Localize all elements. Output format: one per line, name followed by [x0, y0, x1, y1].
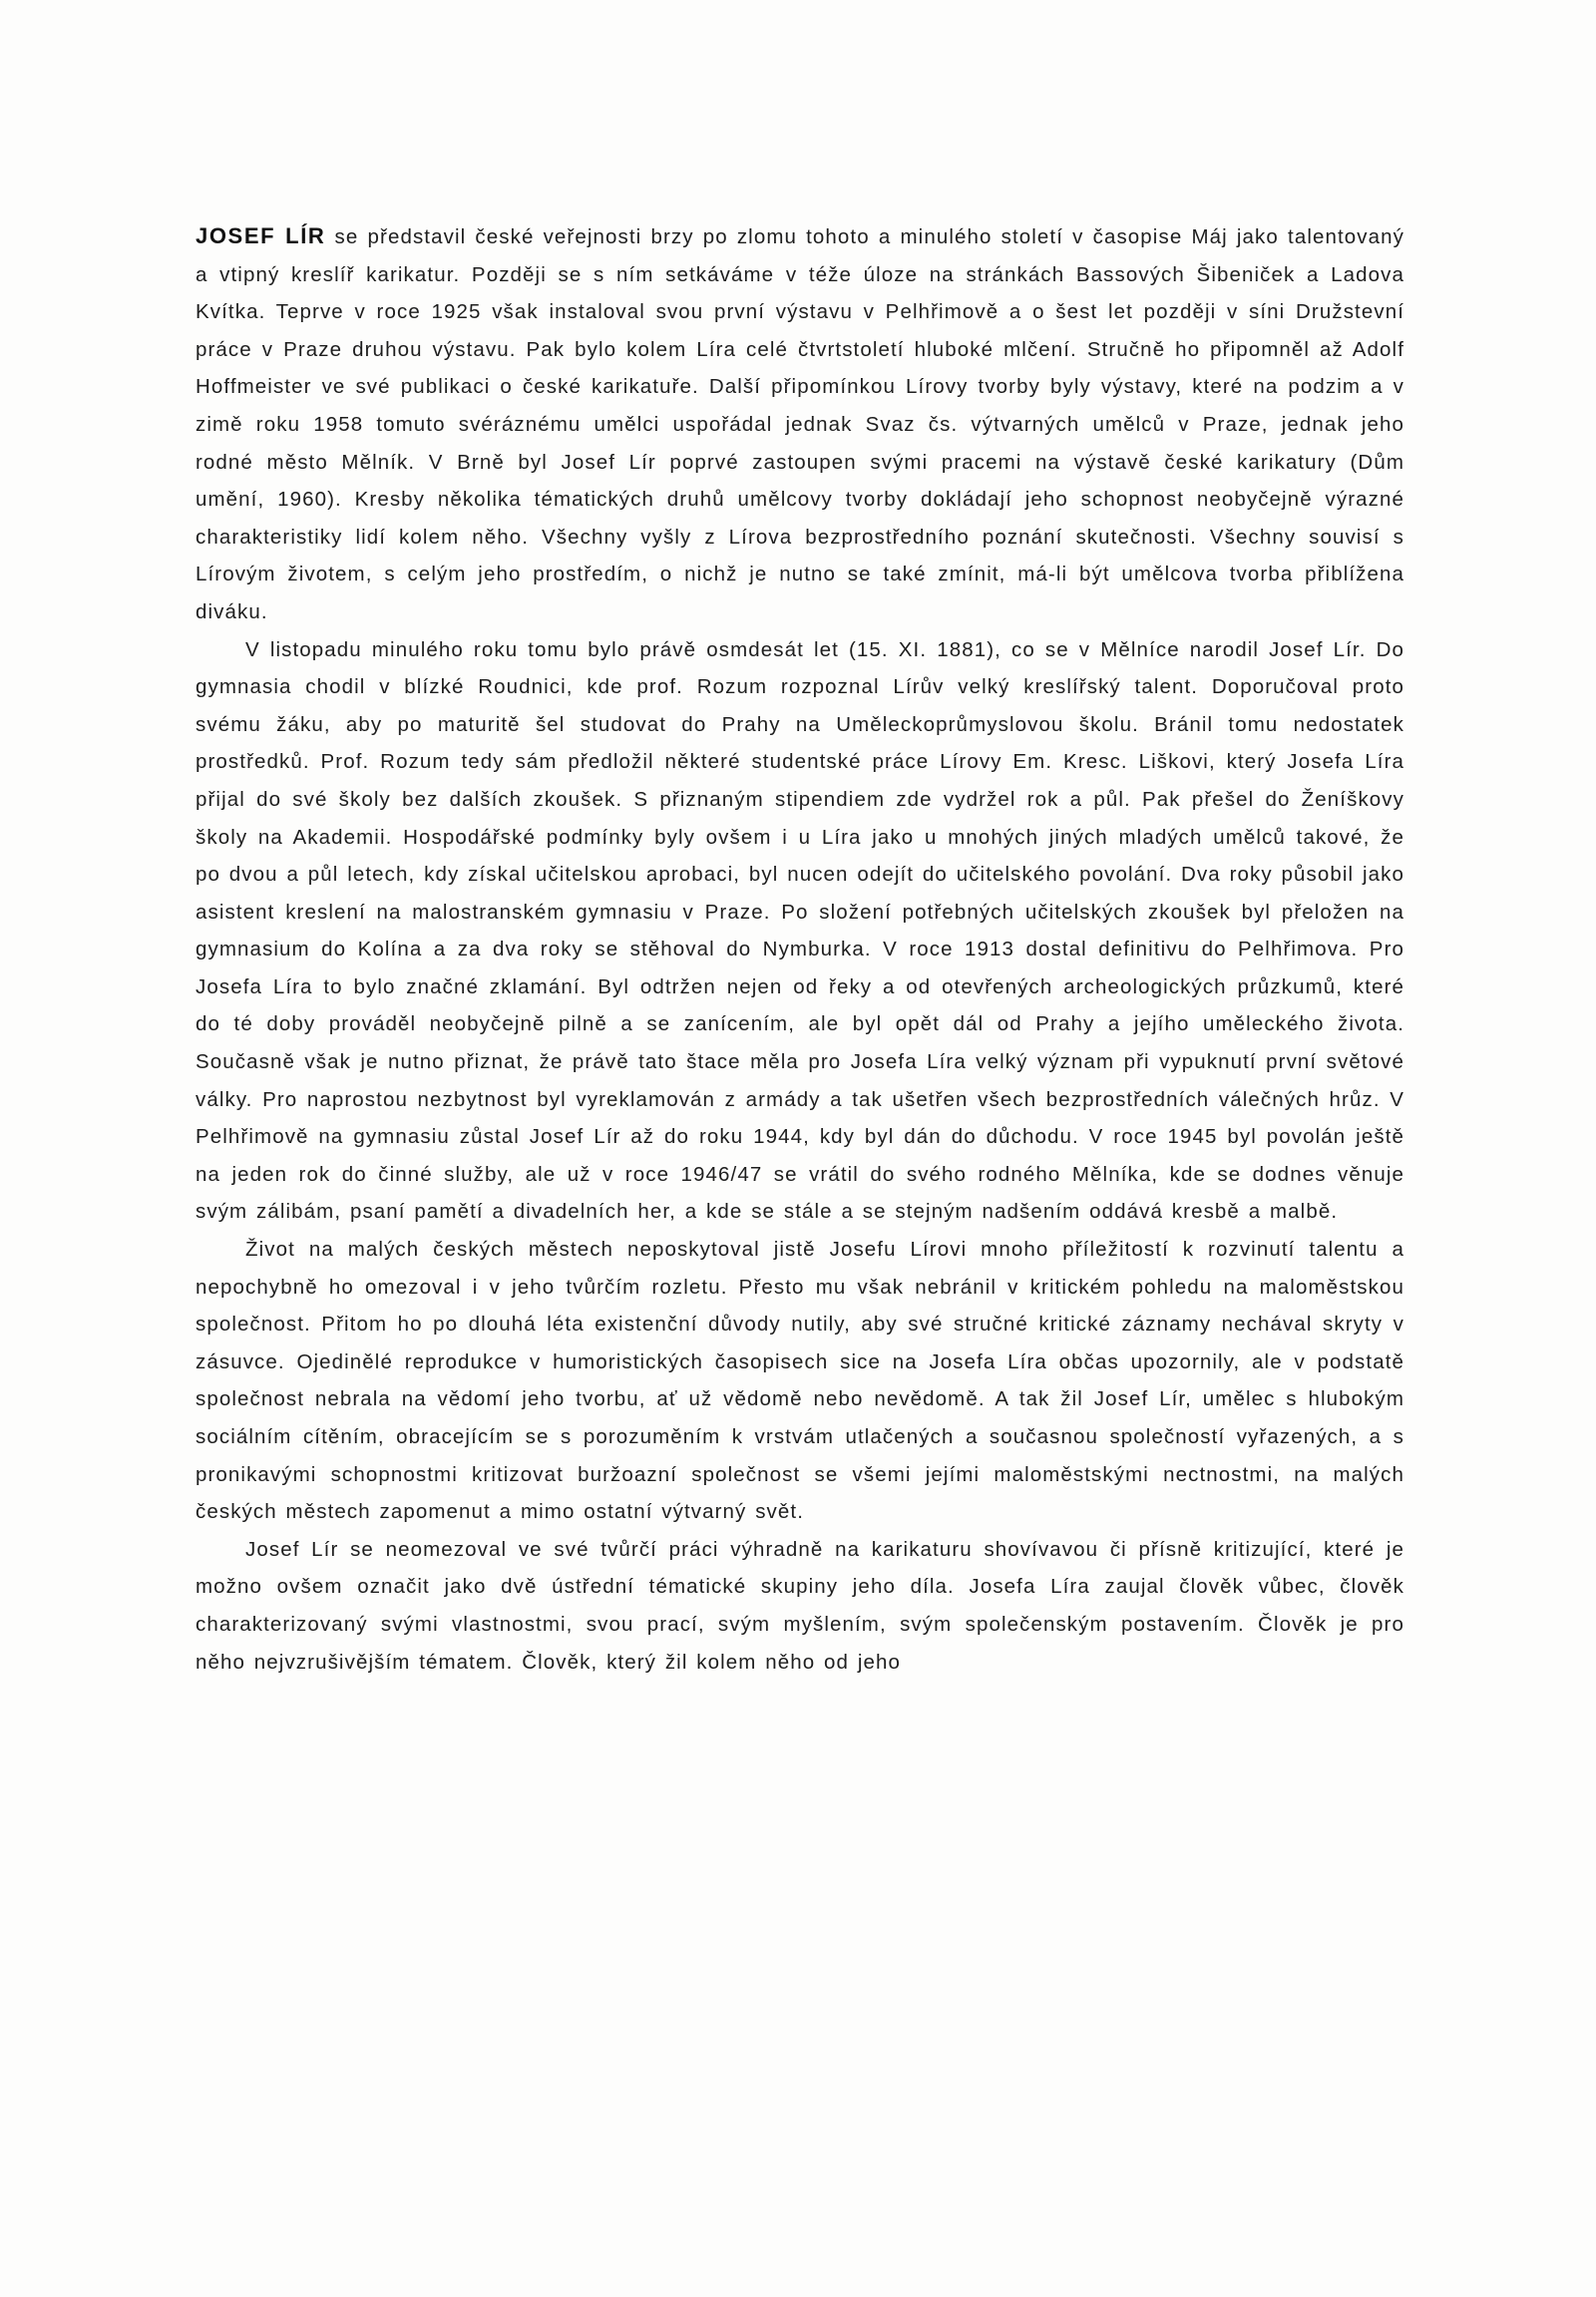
article-body [196, 217, 1404, 1681]
paragraph-4: Josef Lír se neomezoval ve své tvůrčí práci výhradně na karikaturu shovívavou či přísně kritizující, které je možno ovšem označit jako dvě ústřední tématické skupiny jeho díla. Josefa Líra zaujal člověk vůbec, člověk charakterizovaný svými vlastnostmi, svou prací, svým myšlením, svým společenským postavením. Člověk je pro něho nejvzrušivějším tématem. Člověk, který žil kolem něho od jeho [196, 1537, 1404, 1674]
paragraph-2: V listopadu minulého roku tomu bylo právě osmdesát let (15. XI. 1881), co se v Mělníce narodil Josef Lír. Do gymnasia chodil v blízké Roudnici, kde prof. Rozum rozpoznal Lírův velký kreslířský talent. Doporučoval proto svému žáku, aby po maturitě šel studovat do Prahy na Uměleckoprůmyslovou školu. Bránil tomu nedostatek prostředků. Prof. Rozum tedy sám předložil některé studentské práce Lírovy Em. Kresc. Liškovi, který Josefa Líra přijal do své školy bez dalších zkoušek. S přiznaným stipendiem zde vydržel rok a půl. Pak přešel do Ženíškovy školy na Akademii. Hospodářské podmínky byly ovšem i u Líra jako u mnohých jiných mladých umělců takové, že po dvou a půl letech, kdy získal učitelskou aprobaci, byl nucen odejít do učitelského povolání. Dva roky působil jako asistent kreslení na malostranském gymnasiu v Praze. Po složení potřebných učitelských zkoušek byl přeložen na gymnasium do Kolína a za dva roky se stěhoval do Nymburka. V roce 1913 dostal definitivu do Pelhřimova. Pro Josefa Líra to bylo značné zklamání. Byl odtržen nejen od řeky a od otevřených archeologických průzkumů, které do té doby prováděl neobyčejně pilně a se zanícením, ale byl opět dál od Prahy a jejího uměleckého života. Současně však je nutno přiznat, že právě tato štace měla pro Josefa Líra velký význam při vypuknutí první světové války. Pro naprostou nezbytnost byl vyreklamován z armády a tak ušetřen všech bezprostředních válečných hrůz. V Pelhřimově na gymnasiu zůstal Josef Lír až do roku 1944, kdy byl dán do důchodu. V roce 1945 byl povolán ještě na jeden rok do činné služby, ale už v roce 1946/47 se vrátil do svého rodného Mělníka, kde se dodnes věnuje svým zálibám, psaní pamětí a divadelních her, a kde se stále a se stejným nadšením oddává kresbě a malbě. [196, 637, 1404, 1224]
paragraph-1-text: se představil české veřejnosti brzy po zlomu tohoto a minulého století v časopise Máj jako talentovaný a vtipný kreslíř karikatur. Později se s ním setkáváme v téže úloze na stránkách Bassových Šibeniček a Ladova Kvítka. Teprve v roce 1925 však instaloval svou první výstavu v Pelhřimově a o šest let později v síni Družstevní práce v Praze druhou výstavu. Pak bylo kolem Líra celé čtvrtstoletí hluboké mlčení. Stručně ho připomněl až Adolf Hoffmeister ve své publikaci o české karikatuře. Další připomínkou Lírovy tvorby byly výstavy, které na podzim a v zimě roku 1958 tomuto svéráznému umělci uspořádal jednak Svaz čs. výtvarných umělců v Praze, jednak jeho rodné město Mělník. V Brně byl Josef Lír poprvé zastoupen svými pracemi na výstavě české karikatury (Dům umění, 1960). Kresby několika tématických druhů umělcovy tvorby dokládají jeho schopnost neobyčejně výrazné charakteristiky lidí kolem něho. Všechny vyšly z Lírova bezprostředního poznání skutečnosti. Všechny souvisí s Lírovým životem, s celým jeho prostředím, o nichž je nutno se také zmínit, má-li být umělcova tvorba přiblížena diváku. [196, 225, 1404, 623]
paragraph-3: Život na malých českých městech neposkytoval jistě Josefu Lírovi mnoho příležitostí k rozvinutí talentu a nepochybně ho omezoval i v jeho tvůrčím rozletu. Přesto mu však nebránil v kritickém pohledu na maloměstskou společnost. Přitom ho po dlouhá léta existenční důvody nutily, aby své stručné kritické záznamy nechával skryty v zásuvce. Ojedinělé reprodukce v humoristických časopisech sice na Josefa Líra občas upozornily, ale v podstatě společnost nebrala na vědomí jeho tvorbu, ať už vědomě nebo nevědomě. A tak žil Josef Lír, umělec s hlubokým sociálním cítěním, obracejícím se s porozuměním k vrstvám utlačených a současnou společností vyřazených, a s pronikavými schopnostmi kritizovat buržoazní společnost se všemi jejími maloměstskými nectnostmi, na malých českých městech zapomenut a mimo ostatní výtvarný svět. [196, 1238, 1404, 1524]
author-name: JOSEF LÍR [196, 223, 326, 248]
paragraph-1 [196, 217, 1404, 631]
